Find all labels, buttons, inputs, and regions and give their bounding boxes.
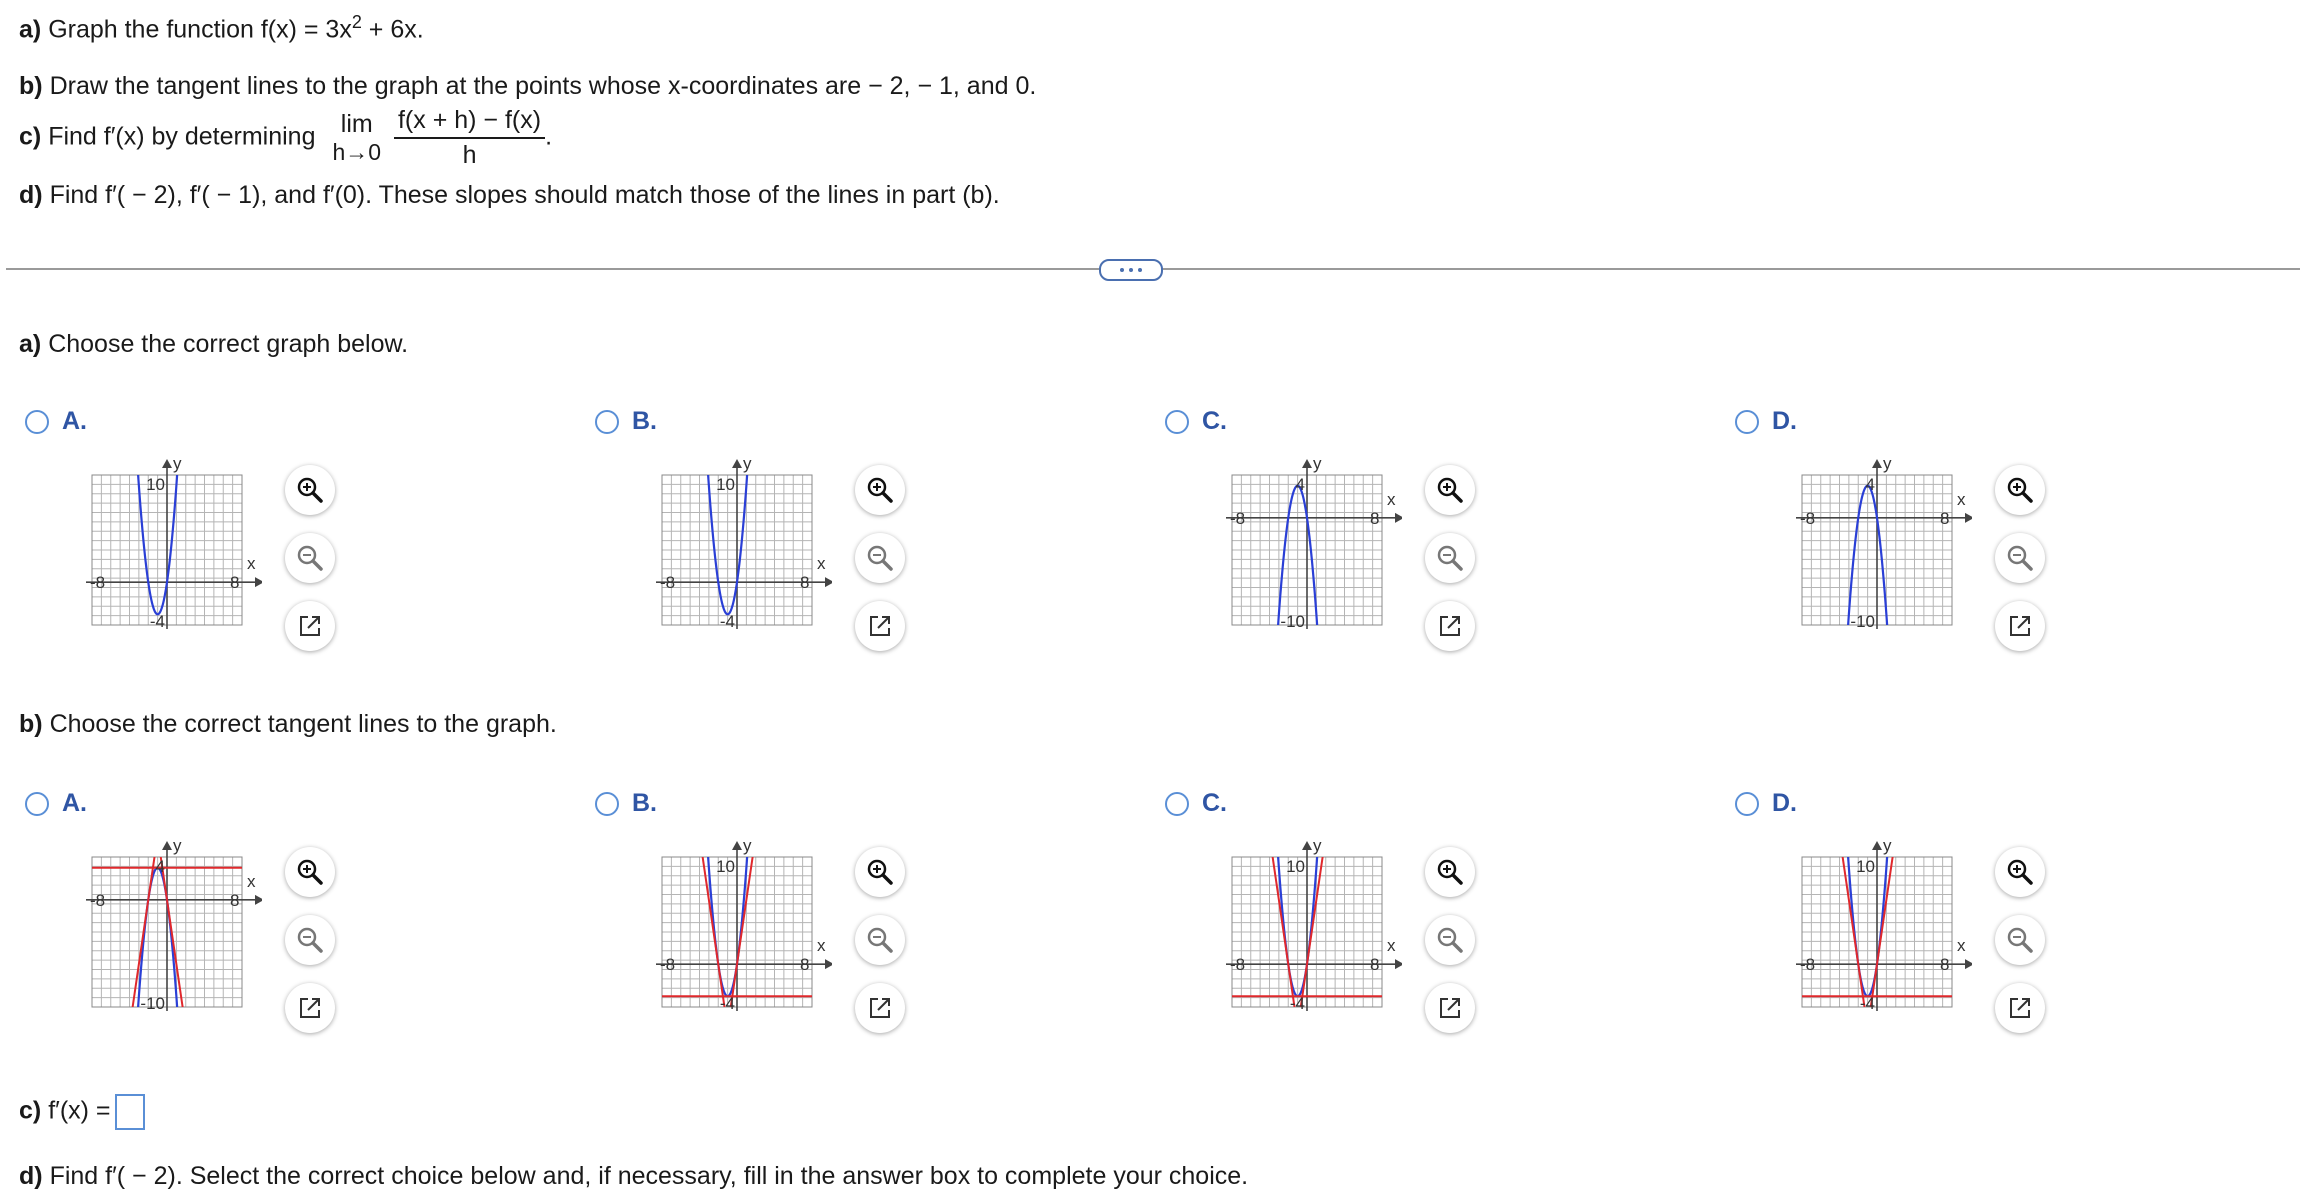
option-letter: D.	[1772, 789, 1797, 817]
y-max-label: 10	[1856, 857, 1875, 876]
x-max-label: 8	[800, 573, 810, 593]
zoom-in-icon	[1435, 475, 1465, 505]
x-min-label: -8	[90, 890, 106, 910]
popout-icon	[2005, 993, 2035, 1023]
zoom-in-icon	[2005, 857, 2035, 887]
y-min-label: -4	[1289, 994, 1305, 1013]
zoom-out-icon	[1435, 543, 1465, 573]
zoom-in-button[interactable]	[285, 465, 335, 515]
zoom-in-icon	[2005, 475, 2035, 505]
radio-button[interactable]	[1165, 410, 1189, 434]
zoom-in-icon	[1435, 857, 1465, 887]
x-min-label: -8	[1800, 508, 1816, 528]
zoom-out-button[interactable]	[1425, 533, 1475, 583]
popout-button[interactable]	[1995, 983, 2045, 1033]
graph	[642, 455, 832, 645]
zoom-out-button[interactable]	[285, 533, 335, 583]
radio-button[interactable]	[1735, 792, 1759, 816]
x-min-label: -8	[660, 955, 676, 975]
y-min-label: -10	[1280, 612, 1305, 631]
part-a-option-a[interactable]	[22, 407, 582, 647]
option-letter: C.	[1202, 407, 1227, 435]
difference-quotient: $\frac{f(x + h) - f(x)}{h}$	[394, 106, 545, 170]
zoom-out-button[interactable]	[855, 533, 905, 583]
zoom-in-button[interactable]	[1425, 465, 1475, 515]
popout-icon	[865, 993, 895, 1023]
zoom-in-button[interactable]	[1995, 847, 2045, 897]
x-min-label: -8	[1800, 955, 1816, 975]
expand-more-button[interactable]	[1099, 259, 1163, 281]
graph	[642, 837, 832, 1027]
graph	[1212, 837, 1402, 1027]
zoom-in-icon	[865, 857, 895, 887]
x-max-label: 8	[1940, 955, 1950, 975]
popout-button[interactable]	[1995, 601, 2045, 651]
problem-part-d: d) Find f′( − 2), f′( − 1), and f′(0). These slopes should match those of the lines in part (b).	[19, 181, 1000, 209]
problem-part-c: c) Find f′(x) by determining lim h→0 $\frac{f(x + h) - f(x)}{h}$ .	[19, 106, 553, 169]
x-max-label: 8	[230, 890, 240, 910]
y-max-label: 10	[146, 475, 165, 494]
zoom-out-icon	[865, 925, 895, 955]
part-b-option-b[interactable]	[592, 789, 1152, 1029]
zoom-out-button[interactable]	[1995, 533, 2045, 583]
x-axis-label: x	[1387, 936, 1396, 956]
radio-button[interactable]	[25, 410, 49, 434]
y-max-label: 10	[716, 857, 735, 876]
part-b-prompt: b) Choose the correct tangent lines to the graph.	[19, 710, 557, 738]
graph	[1782, 455, 1972, 645]
y-max-label: 4	[155, 857, 165, 876]
zoom-in-button[interactable]	[1995, 465, 2045, 515]
part-a-prompt: a) Choose the correct graph below.	[19, 330, 409, 358]
y-min-label: -4	[1859, 994, 1875, 1013]
y-min-label: -10	[1850, 612, 1875, 631]
y-max-label: 10	[1286, 857, 1305, 876]
zoom-out-button[interactable]	[1995, 915, 2045, 965]
y-axis-label: y	[1883, 837, 1892, 855]
zoom-out-icon	[2005, 925, 2035, 955]
problem-part-b: b) Draw the tangent lines to the graph at the points whose x-coordinates are − 2, − 1, and 0.	[19, 72, 1037, 100]
y-axis-label: y	[743, 455, 752, 473]
zoom-in-button[interactable]	[855, 847, 905, 897]
radio-button[interactable]	[1165, 792, 1189, 816]
x-min-label: -8	[90, 573, 106, 593]
x-axis-label: x	[247, 554, 256, 574]
popout-button[interactable]	[285, 983, 335, 1033]
zoom-out-icon	[865, 543, 895, 573]
popout-button[interactable]	[855, 983, 905, 1033]
zoom-out-icon	[295, 543, 325, 573]
y-axis-label: y	[1313, 455, 1322, 473]
x-axis-label: x	[1387, 489, 1396, 509]
x-max-label: 8	[230, 573, 240, 593]
derivative-answer-input[interactable]	[115, 1094, 145, 1130]
x-min-label: -8	[1230, 508, 1246, 528]
x-min-label: -8	[1230, 955, 1246, 975]
zoom-out-button[interactable]	[855, 915, 905, 965]
zoom-in-icon	[295, 857, 325, 887]
zoom-in-button[interactable]	[285, 847, 335, 897]
popout-icon	[865, 611, 895, 641]
radio-button[interactable]	[595, 410, 619, 434]
zoom-out-button[interactable]	[1425, 915, 1475, 965]
x-axis-label: x	[1957, 489, 1966, 509]
option-letter: B.	[632, 407, 657, 435]
y-min-label: -4	[149, 612, 165, 631]
y-max-label: 10	[716, 475, 735, 494]
radio-button[interactable]	[1735, 410, 1759, 434]
zoom-out-icon	[295, 925, 325, 955]
y-min-label: -10	[140, 994, 165, 1013]
zoom-out-icon	[2005, 543, 2035, 573]
zoom-in-icon	[865, 475, 895, 505]
x-axis-label: x	[247, 871, 256, 891]
y-axis-label: y	[1313, 837, 1322, 855]
part-a-option-c[interactable]	[1162, 407, 1722, 647]
x-max-label: 8	[1940, 508, 1950, 528]
graph	[72, 837, 262, 1027]
radio-button[interactable]	[595, 792, 619, 816]
y-max-label: 4	[1865, 475, 1875, 494]
popout-button[interactable]	[855, 601, 905, 651]
graph	[72, 455, 262, 645]
y-min-label: -4	[719, 612, 735, 631]
limit-expression: lim h→0	[332, 110, 382, 165]
x-max-label: 8	[1370, 508, 1380, 528]
popout-button[interactable]	[285, 601, 335, 651]
part-c-answer: c) f′(x) =	[19, 1094, 145, 1130]
part-b-option-a[interactable]	[22, 789, 582, 1029]
x-min-label: -8	[660, 573, 676, 593]
x-axis-label: x	[817, 936, 826, 956]
popout-icon	[295, 611, 325, 641]
popout-button[interactable]	[1425, 601, 1475, 651]
graph	[1782, 837, 1972, 1027]
option-letter: C.	[1202, 789, 1227, 817]
problem-part-a: a) Graph the function $f(x) = 3x^2 + 6x$.	[19, 12, 424, 44]
option-letter: A.	[62, 789, 87, 817]
radio-button[interactable]	[25, 792, 49, 816]
x-max-label: 8	[800, 955, 810, 975]
zoom-in-button[interactable]	[1425, 847, 1475, 897]
popout-button[interactable]	[1425, 983, 1475, 1033]
option-letter: B.	[632, 789, 657, 817]
option-letter: A.	[62, 407, 87, 435]
popout-icon	[295, 993, 325, 1023]
zoom-out-button[interactable]	[285, 915, 335, 965]
popout-icon	[1435, 611, 1465, 641]
popout-icon	[2005, 611, 2035, 641]
option-letter: D.	[1772, 407, 1797, 435]
y-axis-label: y	[173, 455, 182, 473]
part-b-option-d[interactable]	[1732, 789, 2292, 1029]
part-d-prompt: d) Find f′( − 2). Select the correct choice below and, if necessary, fill in the answer box to complete your choice.	[19, 1162, 1249, 1190]
part-b-option-c[interactable]	[1162, 789, 1722, 1029]
x-axis-label: x	[817, 554, 826, 574]
part-a-option-d[interactable]	[1732, 407, 2292, 647]
part-a-option-b[interactable]	[592, 407, 1152, 647]
y-axis-label: y	[1883, 455, 1892, 473]
y-max-label: 4	[1295, 475, 1305, 494]
popout-icon	[1435, 993, 1465, 1023]
graph	[1212, 455, 1402, 645]
y-min-label: -4	[719, 994, 735, 1013]
x-axis-label: x	[1957, 936, 1966, 956]
y-axis-label: y	[173, 837, 182, 855]
zoom-in-button[interactable]	[855, 465, 905, 515]
zoom-in-icon	[295, 475, 325, 505]
x-max-label: 8	[1370, 955, 1380, 975]
y-axis-label: y	[743, 837, 752, 855]
zoom-out-icon	[1435, 925, 1465, 955]
